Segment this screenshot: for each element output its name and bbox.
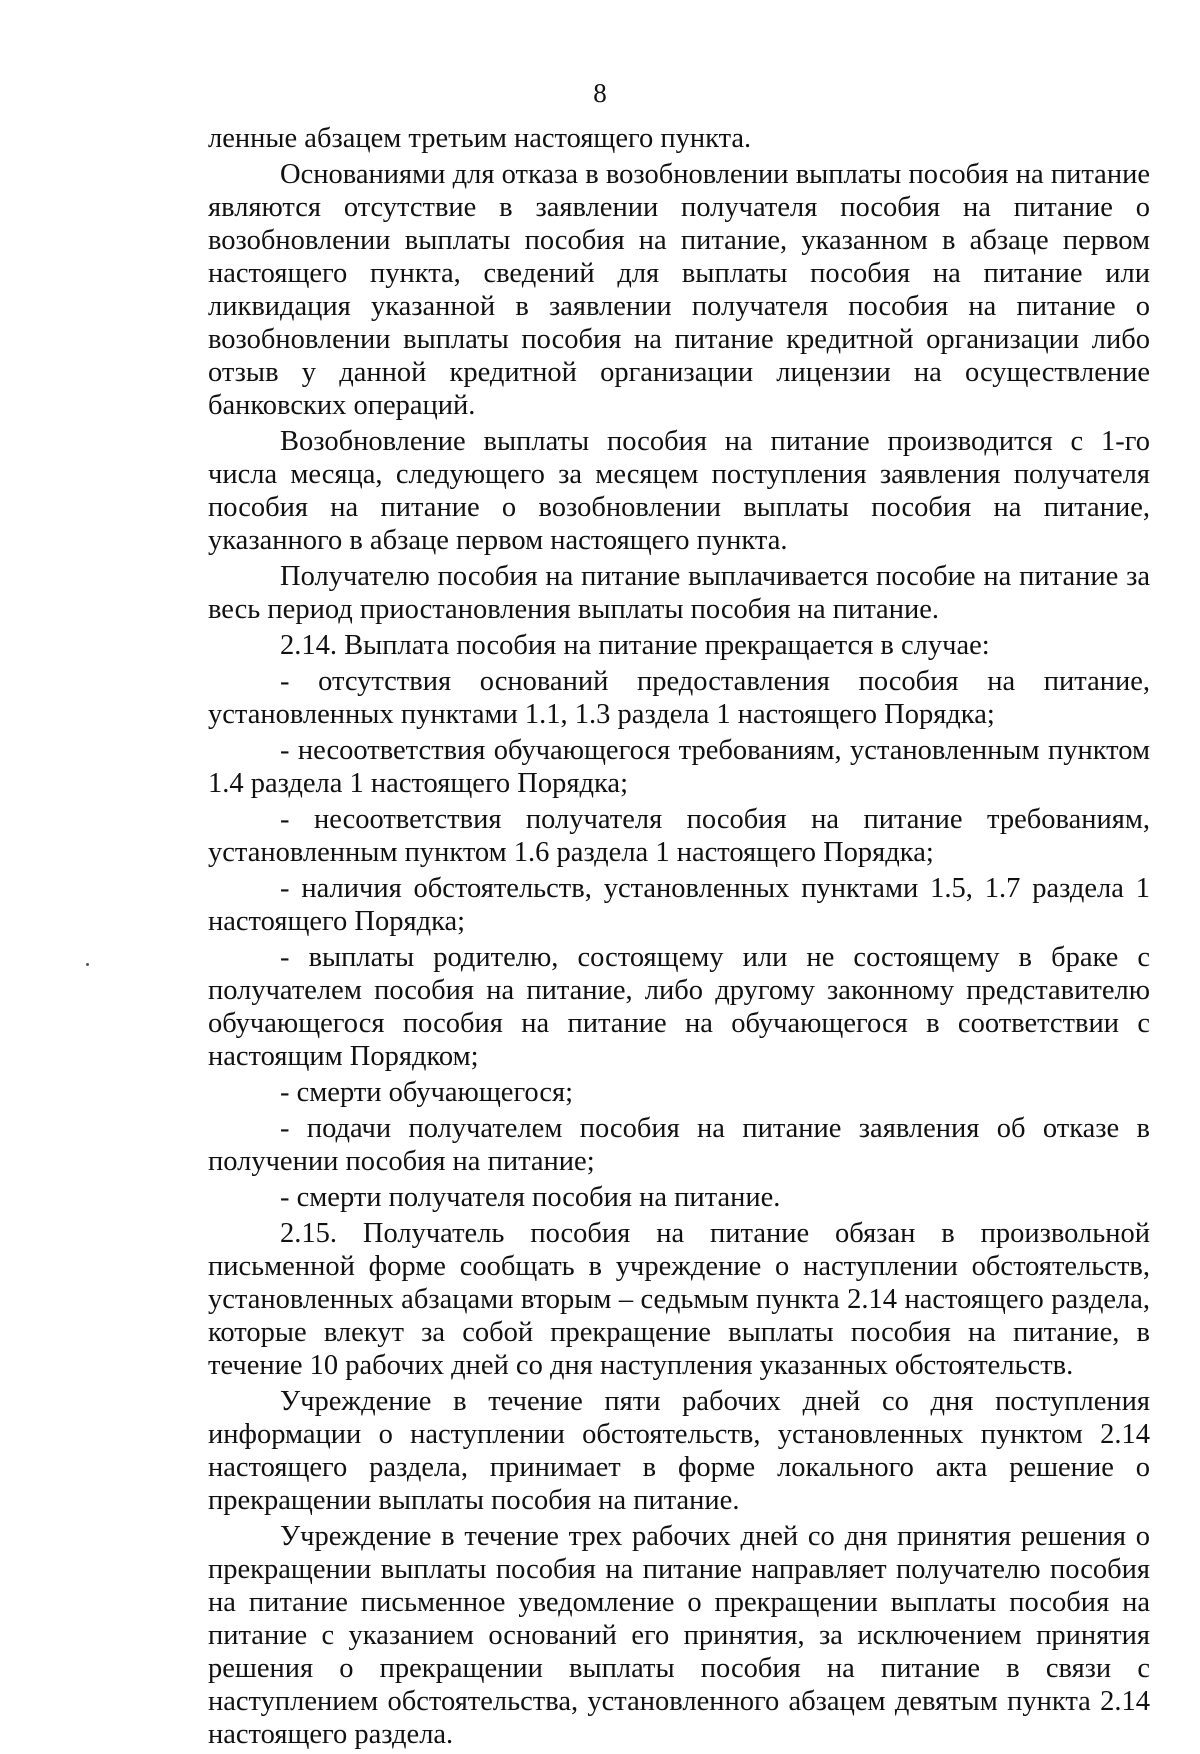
paragraph-continuation: ленные абзацем третьим настоящего пункта.: [208, 123, 752, 154]
paragraph-refusal-grounds: Основаниями для отказа в возобновлении выплаты пособия на питание являются отсутствие в заявлении получателя пособия на питание о возобновлении выплаты пособия на питание, указанном в абзаце первом настоящего пункта, сведений для выплаты пособия на питание или ликвидация указанной в заявлении получателя пособия на питание о возобновлении выплаты пособия на питание кредитной организации либо отзыв у данной кредитной организации лицензии на осуществление банковских операций.: [208, 159, 1150, 421]
list-item: - смерти получателя пособия на питание.: [280, 1182, 781, 1213]
paragraph-institution-decision: Учреждение в течение пяти рабочих дней со дня поступления информации о наступлении обстоятельств, установленных пунктом 2.14 настоящего раздела, принимает в форме локального акта решение о прекращении выплаты пособия на питание.: [208, 1386, 1150, 1516]
scan-speck: [86, 963, 89, 966]
list-item: - наличия обстоятельств, установленных пунктами 1.5, 1.7 раздела 1 настоящего Порядка;: [208, 873, 1150, 937]
paragraph-resumption-date: Возобновление выплаты пособия на питание производится с 1-го числа месяца, следующего за месяцем поступления заявления получателя пособия на питание о возобновлении выплаты пособия на питание, указанного в абзаце первом настоящего пункта.: [208, 426, 1150, 556]
page-number: 8: [593, 78, 607, 108]
paragraph-suspension-payment: Получателю пособия на питание выплачивается пособие на питание за весь период приостановления выплаты пособия на питание.: [208, 561, 1150, 625]
list-item: - смерти обучающегося;: [280, 1077, 574, 1108]
list-item: - выплаты родителю, состоящему или не состоящему в браке с получателем пособия на питание, либо другому законному представителю обучающегося пособия на питание на обучающегося в соответствии с настоящим Порядком;: [208, 942, 1150, 1072]
list-item: - подачи получателем пособия на питание заявления об отказе в получении пособия на питание;: [208, 1113, 1150, 1177]
paragraph-2-14-heading: 2.14. Выплата пособия на питание прекращается в случае:: [280, 630, 990, 661]
document-body: [208, 122, 1150, 1754]
list-item: - отсутствия оснований предоставления пособия на питание, установленных пунктами 1.1, 1.3 раздела 1 настоящего Порядка;: [208, 666, 1150, 730]
list-item: - несоответствия получателя пособия на питание требованиям, установленным пунктом 1.6 раздела 1 настоящего Порядка;: [208, 804, 1150, 868]
paragraph-2-15: 2.15. Получатель пособия на питание обязан в произвольной письменной форме сообщать в учреждение о наступлении обстоятельств, установленных абзацами вторым – седьмым пункта 2.14 настоящего раздела, которые влекут за собой прекращение выплаты пособия на питание, в течение 10 рабочих дней со дня наступления указанных обстоятельств.: [208, 1218, 1150, 1381]
paragraph-institution-notification: Учреждение в течение трех рабочих дней со дня принятия решения о прекращении выплаты пособия на питание направляет получателю пособия на питание письменное уведомление о прекращении выплаты пособия на питание с указанием оснований его принятия, за исключением принятия решения о прекращении выплаты пособия на питание в связи с наступлением обстоятельства, установленного абзацем девятым пункта 2.14 настоящего раздела.: [208, 1521, 1150, 1750]
list-item: - несоответствия обучающегося требованиям, установленным пунктом 1.4 раздела 1 настоящего Порядка;: [208, 735, 1150, 799]
